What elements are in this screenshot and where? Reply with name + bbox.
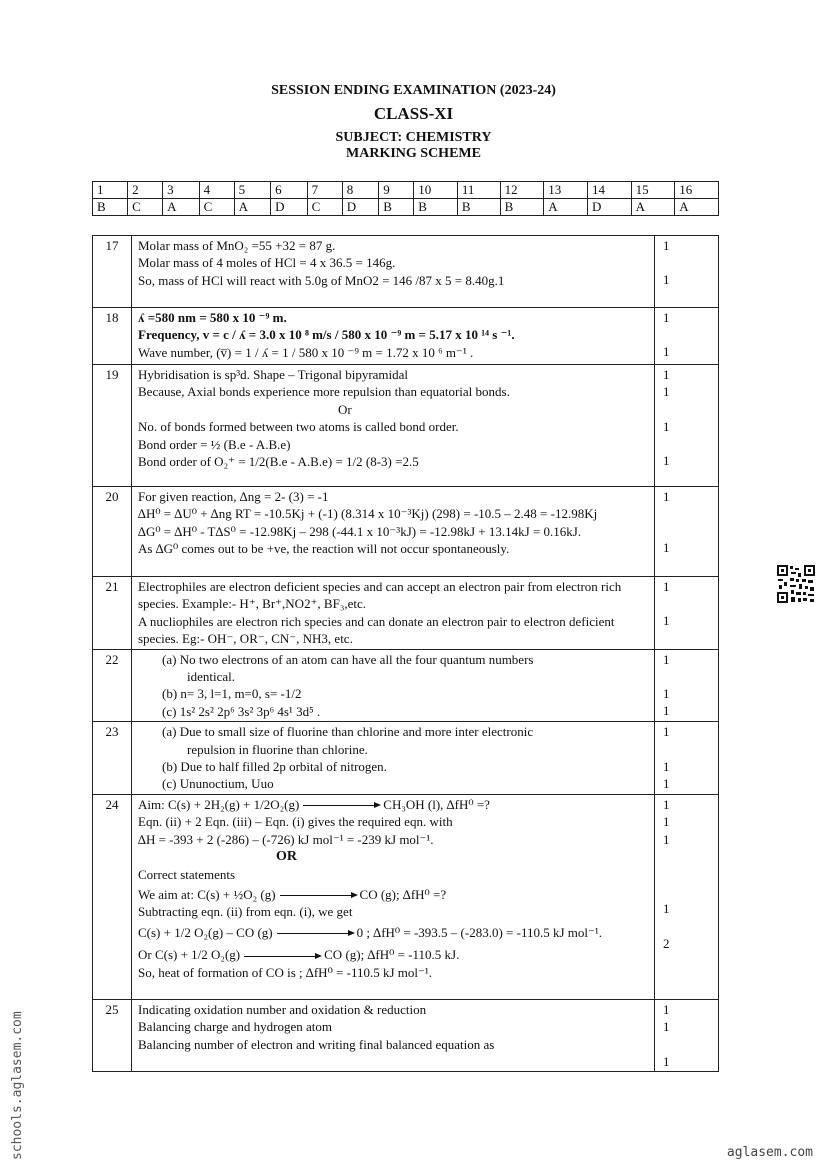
equation-left: C(s) + 1/2 O₂(g) – CO (g): [138, 924, 273, 940]
side-watermark: schools.aglasem.com: [10, 1011, 25, 1160]
answer-line: [138, 886, 648, 903]
question-number: 23: [93, 722, 132, 795]
answer-body: [132, 308, 655, 365]
item-text: 1s² 2s² 2p⁶ 3s² 3p⁶ 4s¹ 3d⁵ .: [179, 703, 321, 719]
mark: 1: [663, 310, 670, 325]
mcq-answer-cell: B: [500, 199, 544, 216]
answer-body: [132, 794, 655, 999]
mcq-answer-cell: B: [93, 199, 128, 216]
mcq-question-cell: 13: [544, 182, 588, 199]
mcq-answer-cell: A: [163, 199, 199, 216]
mcq-question-cell: 7: [307, 182, 342, 199]
answer-line: Indicating oxidation number and oxidation & reduction: [138, 1001, 427, 1017]
question-number: 24: [93, 794, 132, 999]
table-row: [93, 577, 719, 650]
question-number: 25: [93, 999, 132, 1071]
mcq-question-row: [93, 182, 719, 199]
mcq-answer-cell: C: [199, 199, 234, 216]
marks-cell: [655, 487, 719, 577]
mcq-answer-key: [92, 181, 719, 216]
answer-line: [138, 924, 648, 941]
answer-line: Electrophiles are electron deficient species and can accept an electron pair from electron rich species. Example:- H⁺, Br⁺,NO2⁺, BF₃,etc.: [138, 579, 622, 612]
equation-left: Or C(s) + 1/2 O₂(g): [138, 947, 241, 963]
answer-line: ∆H⁰ = ∆U⁰ + ∆ng RT = -10.5Kj + (-1) (8.314 x 10⁻³Kj) (298) = -10.5 – 2.48 = -12.98Kj: [138, 506, 598, 522]
mcq-question-cell: 4: [199, 182, 234, 199]
answer-line: ∆H = -393 + 2 (-286) – (-726) kJ mol⁻¹ = -239 kJ mol⁻¹.: [138, 831, 434, 847]
table-row: [93, 365, 719, 487]
mark: 1: [663, 901, 670, 917]
reaction-arrow-icon: [303, 805, 379, 806]
mark: 1: [663, 651, 670, 667]
mark: 1: [663, 814, 670, 830]
mcq-question-cell: 16: [675, 182, 719, 199]
mcq-question-cell: 6: [271, 182, 307, 199]
mcq-question-cell: 11: [457, 182, 500, 199]
mcq-answer-cell: B: [457, 199, 500, 216]
or-label: Or: [338, 401, 352, 417]
mcq-answer-cell: B: [379, 199, 414, 216]
table-row: [93, 794, 719, 999]
answer-body: [132, 999, 655, 1071]
mark: 1: [663, 367, 670, 382]
mcq-question-cell: 9: [379, 182, 414, 199]
answer-line: For given reaction, ∆ng = 2- (3) = -1: [138, 489, 329, 504]
mcq-answer-cell: D: [342, 199, 378, 216]
answer-line: Eqn. (ii) + 2 Eqn. (iii) – Eqn. (i) gives the required eqn. with: [138, 814, 453, 830]
question-number: 17: [93, 236, 132, 308]
mcq-question-cell: 15: [631, 182, 675, 199]
mcq-question-cell: 14: [587, 182, 631, 199]
mcq-answer-cell: C: [307, 199, 342, 216]
answer-line: No. of bonds formed between two atoms is called bond order.: [138, 419, 459, 435]
item-label: (b): [162, 686, 178, 702]
mark: 1: [663, 758, 670, 774]
answer-line: identical.: [187, 669, 236, 685]
marks-cell: [655, 236, 719, 308]
answer-line: Correct statements: [138, 866, 236, 882]
mcq-answer-cell: D: [271, 199, 307, 216]
reaction-arrow-icon: [244, 956, 320, 957]
answer-body: [132, 365, 655, 487]
mark: 1: [663, 831, 670, 847]
mark: 1: [663, 344, 670, 360]
question-number: 21: [93, 577, 132, 650]
answer-line: Molar mass of MnO₂ =55 +32 = 87 g.: [138, 238, 336, 253]
answer-line: [138, 946, 648, 963]
answer-line: [138, 651, 648, 668]
answer-line: Molar mass of 4 moles of HCl = 4 x 36.5 = 146g.: [138, 255, 396, 271]
answer-line: Wave number, (v̅) = 1 / ʎ = 1 / 580 x 10 ⁻⁹ m = 1.72 x 10 ⁶ m⁻¹ .: [138, 344, 474, 360]
answer-line: Bond order = ½ (B.e - A.B.e): [138, 436, 291, 452]
item-label: (b): [162, 759, 178, 775]
table-row: [93, 722, 719, 795]
mark: 1: [663, 384, 670, 400]
mcq-answer-cell: A: [631, 199, 675, 216]
mark: 1: [663, 453, 670, 469]
question-number: 22: [93, 649, 132, 722]
answer-body: [132, 649, 655, 722]
mark: 1: [663, 796, 670, 812]
mark: 1: [663, 703, 670, 719]
answer-body: [132, 236, 655, 308]
mcq-question-cell: 2: [128, 182, 163, 199]
mcq-answer-cell: A: [544, 199, 588, 216]
answer-line: ʎ =580 nm = 580 x 10 ⁻⁹ m.: [138, 310, 287, 325]
mcq-answer-cell: A: [675, 199, 719, 216]
answer-line: ∆G⁰ = ∆H⁰ - T∆S⁰ = -12.98Kj – 298 (-44.1 x 10⁻³kJ) = -12.98kJ + 13.14kJ = 0.16kJ.: [138, 523, 582, 539]
answer-line: Hybridisation is sp³d. Shape – Trigonal bipyramidal: [138, 367, 409, 382]
mcq-question-cell: 1: [93, 182, 128, 199]
item-text: n= 3, l=1, m=0, s= -1/2: [180, 686, 302, 702]
item-text: No two electrons of an atom can have all the four quantum numbers: [179, 651, 534, 667]
mcq-question-cell: 3: [163, 182, 199, 199]
answer-line: A nucliophiles are electron rich species and can donate an electron pair to electron deficient species. Eg:- OH⁻, OR⁻, CN⁻, NH3, etc.: [138, 613, 615, 647]
mcq-answer-cell: B: [414, 199, 458, 216]
marks-cell: [655, 794, 719, 999]
mark: 1: [663, 1019, 670, 1035]
table-row: [93, 999, 719, 1071]
bottom-watermark: aglasem.com: [726, 1145, 813, 1160]
class-title: CLASS-XI: [373, 104, 454, 123]
question-number: 20: [93, 487, 132, 577]
mcq-answer-row: [93, 199, 719, 216]
answer-body: [132, 577, 655, 650]
equation-right: 0 ; ∆fH⁰ = -393.5 – (-283.0) = -110.5 kJ mol⁻¹.: [356, 924, 603, 940]
marks-cell: [655, 722, 719, 795]
mark: 1: [663, 272, 670, 288]
answer-line: Frequency, v = c / ʎ = 3.0 x 10 ⁸ m/s / 580 x 10 ⁻⁹ m = 5.17 x 10 ¹⁴ s ⁻¹.: [138, 327, 515, 343]
item-text: Due to half filled 2p orbital of nitrogen.: [180, 759, 387, 775]
question-number: 18: [93, 308, 132, 365]
equation-right: CH₃OH (l), ∆fH⁰ =?: [383, 796, 490, 812]
mark: 1: [663, 540, 670, 556]
answer-line: [138, 723, 648, 740]
mcq-question-cell: 12: [500, 182, 544, 199]
equation-right: CO (g); ∆fH⁰ =?: [359, 886, 447, 902]
reaction-arrow-icon: [277, 933, 353, 934]
mark: 1: [663, 579, 670, 594]
item-label: (a): [162, 724, 177, 740]
answer-line: Because, Axial bonds experience more repulsion than equatorial bonds.: [138, 384, 510, 400]
item-label: (c): [162, 703, 177, 719]
marks-cell: [655, 999, 719, 1071]
equation-left: Aim: C(s) + 2H₂(g) + 1/2O₂(g): [138, 796, 300, 812]
answer-line: Balancing number of electron and writing final balanced equation as: [138, 1036, 495, 1052]
mark: 1: [663, 724, 670, 740]
item-text: Due to small size of fluorine than chlorine and more inter electronic: [179, 724, 534, 740]
mark: 1: [663, 1001, 670, 1017]
item-label: (c): [162, 776, 177, 792]
answer-line: [138, 685, 648, 702]
answer-line: Subtracting eqn. (ii) from eqn. (i), we get: [138, 904, 353, 920]
answer-line: Bond order of O₂⁺ = 1/2(B.e - A.B.e) = 1/2 (8-3) =2.5: [138, 454, 419, 470]
answer-line: Balancing charge and hydrogen atom: [138, 1019, 332, 1035]
mcq-question-cell: 10: [414, 182, 458, 199]
question-number: 19: [93, 365, 132, 487]
mcq-answer-cell: A: [234, 199, 270, 216]
mark: 1: [663, 1053, 670, 1069]
answer-line: repulsion in fluorine than chlorine.: [187, 741, 368, 757]
table-row: [93, 308, 719, 365]
mark: 1: [663, 613, 670, 629]
answer-line: [138, 703, 648, 720]
reaction-arrow-icon: [280, 895, 356, 896]
answer-line: [138, 758, 648, 775]
mcq-question-cell: 8: [342, 182, 378, 199]
table-row: [93, 487, 719, 577]
answer-body: [132, 722, 655, 795]
answer-line: So, heat of formation of CO is ; ∆fH⁰ = -110.5 kJ mol⁻¹.: [138, 964, 432, 980]
answer-body: [132, 487, 655, 577]
mark: 1: [663, 686, 670, 702]
equation-left: We aim at: C(s) + ½O₂ (g): [138, 886, 276, 902]
table-row: [93, 649, 719, 722]
table-row: [93, 236, 719, 308]
mark: 1: [663, 418, 670, 434]
mcq-question-cell: 5: [234, 182, 270, 199]
marks-cell: [655, 577, 719, 650]
equation-right: CO (g); ∆fH⁰ = -110.5 kJ.: [324, 947, 460, 963]
or-label: OR: [276, 849, 297, 865]
item-text: Ununoctium, Uuo: [179, 776, 274, 792]
mark: 1: [663, 238, 670, 253]
mark: 1: [663, 776, 670, 792]
answer-line: As ∆G⁰ comes out to be +ve, the reaction will not occur spontaneously.: [138, 541, 510, 557]
qr-code-icon[interactable]: [776, 564, 816, 604]
item-label: (a): [162, 651, 177, 667]
answer-table: [92, 235, 719, 1072]
answer-line: [138, 775, 648, 792]
exam-title: SESSION ENDING EXAMINATION (2023-24): [271, 83, 556, 98]
mcq-answer-cell: D: [587, 199, 631, 216]
mark: 2: [663, 935, 670, 951]
scheme-title: MARKING SCHEME: [346, 146, 481, 161]
marks-cell: [655, 365, 719, 487]
subject-title: SUBJECT: CHEMISTRY: [335, 130, 492, 145]
answer-line: [138, 796, 648, 813]
mcq-answer-cell: C: [128, 199, 163, 216]
mark: 1: [663, 489, 670, 504]
marks-cell: [655, 649, 719, 722]
answer-line: So, mass of HCl will react with 5.0g of MnO2 = 146 /87 x 5 = 8.40g.1: [138, 272, 505, 288]
marks-cell: [655, 308, 719, 365]
